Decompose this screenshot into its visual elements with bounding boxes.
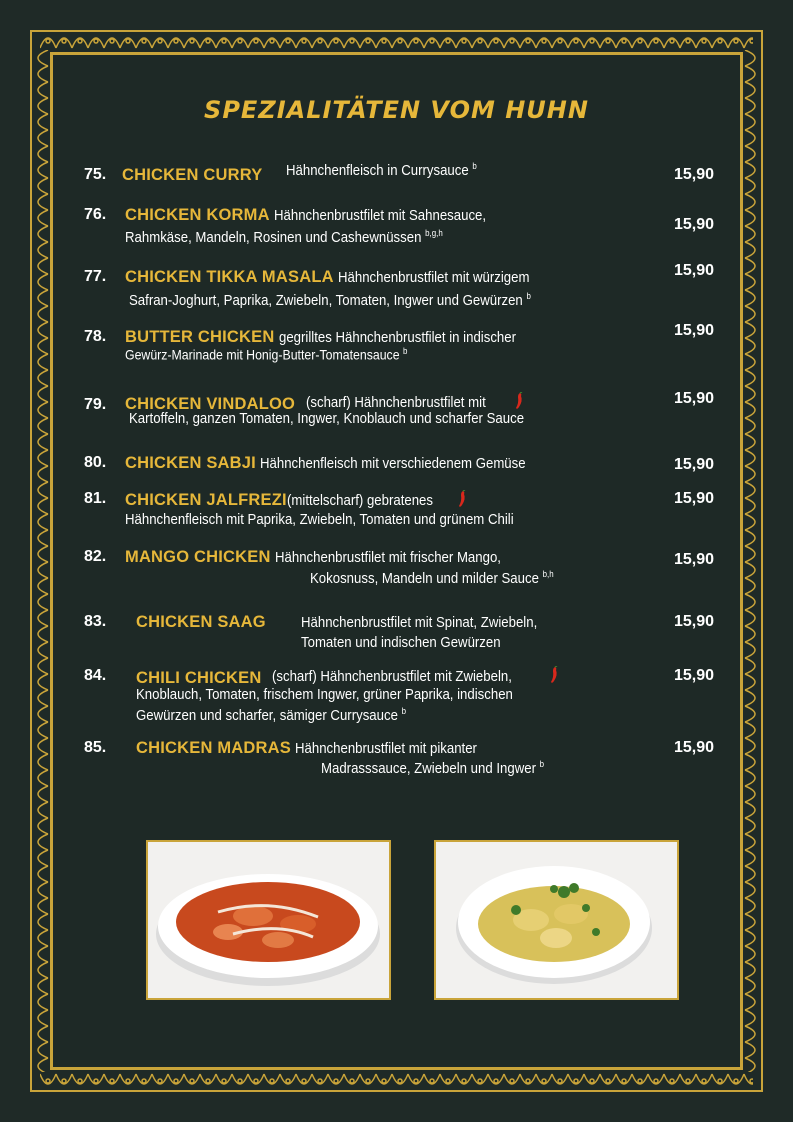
chicken-korma-photo [434, 840, 679, 1000]
item-price: 15,90 [673, 456, 714, 473]
item-description: Gewürzen und scharfer, sämiger Currysauce $^b$ [136, 706, 407, 724]
page-title: SPEZIALITÄTEN VOM HUHN [204, 96, 589, 124]
item-price: 15,90 [673, 262, 714, 279]
item-number: 80. [84, 454, 107, 471]
item-name: MANGO CHICKEN [125, 548, 271, 566]
item-price: 15,90 [673, 739, 714, 756]
item-number: 84. [84, 667, 107, 684]
item-description: (scharf) Hähnchenbrustfilet mit Zwiebeln, [271, 668, 512, 685]
item-number: 85. [84, 739, 107, 756]
item-description: Rahmkäse, Mandeln, Rosinen und Cashewnüssen $^{b,g,h}$ [125, 228, 443, 246]
item-number: 81. [84, 490, 107, 507]
menu-item-75 [84, 161, 714, 190]
item-name: CHILI CHICKEN [136, 669, 262, 687]
item-number: 75. [84, 166, 107, 183]
menu-item-76 [84, 206, 714, 252]
item-description: Hähnchenbrustfilet mit pikanter [295, 740, 478, 757]
menu-item-79 [84, 392, 714, 438]
item-description: Hähnchenbrustfilet mit Sahnesauce, [274, 207, 487, 224]
item-number: 78. [84, 328, 107, 345]
item-description: Gewürz-Marinade mit Honig-Butter-Tomatensauce $^b$ [125, 346, 408, 363]
item-price: 15,90 [673, 613, 714, 630]
menu-item-84 [84, 666, 714, 732]
menu-item-81 [84, 490, 714, 536]
item-description: (mittelscharf) gebratenes [286, 492, 433, 509]
item-name: CHICKEN MADRAS [136, 739, 291, 757]
item-description: (scharf) Hähnchenbrustfilet mit [305, 394, 486, 411]
item-name: CHICKEN JALFREZI [125, 491, 287, 509]
left-scallop-border [28, 50, 50, 1072]
item-name: CHICKEN VINDALOO [125, 395, 296, 413]
item-name: CHICKEN TIKKA MASALA [125, 268, 334, 286]
menu-item-85 [84, 739, 714, 785]
item-description: Hähnchenfleisch mit Paprika, Zwiebeln, Tomaten und grünem Chili [125, 511, 514, 528]
item-description: Hähnchenfleisch in Currysauce $^b$ [286, 161, 477, 179]
item-description: Safran-Joghurt, Paprika, Zwiebeln, Tomaten, Ingwer und Gewürzen $^b$ [129, 291, 531, 309]
item-description: Kokosnuss, Mandeln und milder Sauce $^{b,h}$ [310, 569, 554, 587]
item-number: 79. [84, 396, 107, 413]
item-price: 15,90 [673, 667, 714, 684]
item-description: Hähnchenbrustfilet mit Spinat, Zwiebeln, [301, 614, 538, 631]
chili-pepper-icon [549, 666, 559, 684]
item-price: 15,90 [673, 216, 714, 233]
bottom-scallop-border [40, 1072, 753, 1094]
item-number: 77. [84, 268, 107, 285]
butter-chicken-photo [146, 840, 391, 1000]
right-scallop-border [743, 50, 765, 1072]
item-price: 15,90 [673, 551, 714, 568]
item-number: 76. [84, 206, 107, 223]
item-description: gegrilltes Hähnchenbrustfilet in indischer [278, 329, 516, 346]
top-scallop-border [40, 28, 753, 50]
item-description: Hähnchenfleisch mit verschiedenem Gemüse [260, 455, 527, 472]
item-description: Kartoffeln, ganzen Tomaten, Ingwer, Knoblauch und scharfer Sauce [129, 410, 525, 427]
item-description: Hähnchenbrustfilet mit frischer Mango, [275, 549, 502, 566]
item-name: CHICKEN SABJI [125, 454, 256, 472]
item-description: Knoblauch, Tomaten, frischem Ingwer, grüner Paprika, indischen [136, 686, 513, 703]
item-name: CHICKEN CURRY [122, 166, 263, 184]
item-price: 15,90 [673, 166, 714, 183]
menu-item-83 [84, 613, 714, 659]
item-line [286, 161, 503, 180]
item-line [122, 166, 262, 185]
item-price: 15,90 [673, 390, 714, 407]
menu-item-82 [84, 548, 714, 594]
item-price: 15,90 [673, 322, 714, 339]
chili-pepper-icon [514, 392, 524, 410]
item-number: 82. [84, 548, 107, 565]
menu-item-78 [84, 322, 714, 374]
item-description: Tomaten und indischen Gewürzen [301, 634, 501, 651]
menu-item-77 [84, 262, 714, 314]
item-name: BUTTER CHICKEN [125, 328, 275, 346]
item-name: CHICKEN SAAG [136, 613, 266, 631]
item-description: Hähnchenbrustfilet mit würzigem [338, 269, 530, 286]
item-description: Madrasssauce, Zwiebeln und Ingwer $^b$ [321, 759, 545, 777]
item-name: CHICKEN KORMA [125, 206, 270, 224]
item-price: 15,90 [673, 490, 714, 507]
menu-item-80 [84, 454, 714, 478]
chili-pepper-icon [457, 490, 467, 508]
item-number: 83. [84, 613, 107, 630]
